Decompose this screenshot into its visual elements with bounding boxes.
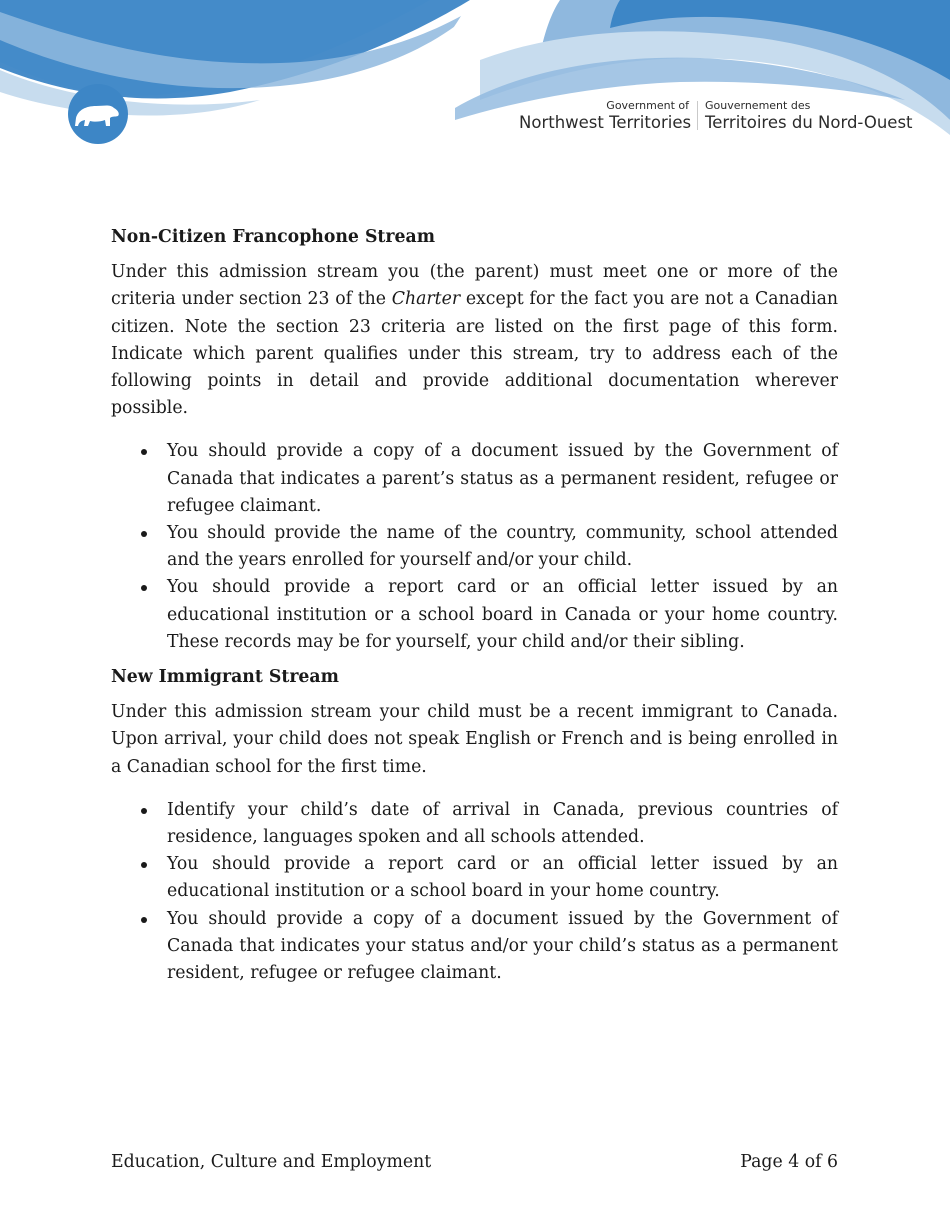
list-item-text: You should provide a report card or an official letter issued by an educational institution or a school board in Canada or your home country. These records may be for yourself, your child and/or their sibling. xyxy=(167,577,838,652)
gov-fr-large-label: Territoires du Nord-Ouest xyxy=(705,113,913,132)
list-item xyxy=(111,797,838,851)
bullet-icon xyxy=(141,917,147,923)
gov-fr-small-label: Gouvernement des xyxy=(705,99,811,112)
bullet-icon xyxy=(141,585,147,591)
paragraph-text-part: except for the fact you are not a Canadian citizen. Note the section 23 criteria are listed on the first page of this form. Indicate which parent qualifies under this stream, try to address each of the following points in detail and provide additional documentation wherever possible. xyxy=(111,289,838,419)
gov-en-small-label: Government of xyxy=(606,99,689,112)
list-item-text: You should provide a report card or an official letter issued by an educational institution or a school board in your home country. xyxy=(167,854,838,902)
section-heading-new-immigrant: New Immigrant Stream xyxy=(111,667,339,688)
list-item xyxy=(111,438,838,520)
gov-name-french xyxy=(705,100,925,132)
bullet-icon xyxy=(141,449,147,455)
polar-bear-logo xyxy=(68,84,128,144)
bullet-list-non-citizen xyxy=(111,438,838,656)
charter-italic-text: Charter xyxy=(391,289,461,310)
list-item-text: You should provide the name of the country, community, school attended and the years enrolled for yourself and/or your child. xyxy=(167,523,838,571)
gov-name-english xyxy=(519,99,692,132)
section-paragraph-non-citizen xyxy=(111,259,838,422)
footer-department: Education, Culture and Employment xyxy=(111,1152,432,1172)
list-item xyxy=(111,574,838,656)
list-item xyxy=(111,906,838,988)
section-heading-non-citizen: Non-Citizen Francophone Stream xyxy=(111,227,435,247)
bullet-list-new-immigrant xyxy=(111,797,838,987)
list-item xyxy=(111,851,838,905)
list-item-text: You should provide a copy of a document issued by the Government of Canada that indicates a parent’s status as a permanent resident, refugee or refugee claimant. xyxy=(167,441,838,516)
bullet-icon xyxy=(141,862,147,868)
list-item-text: You should provide a copy of a document issued by the Government of Canada that indicates your status and/or your child’s status as a permanent resident, refugee or refugee claimant. xyxy=(167,908,838,984)
list-item-text: Identify your child’s date of arrival in Canada, previous countries of residence, languages spoken and all schools attended. xyxy=(167,799,838,848)
bullet-icon xyxy=(141,808,147,814)
bullet-icon xyxy=(141,531,147,537)
gov-en-large-label: Northwest Territories xyxy=(519,113,692,132)
page-number: Page 4 of 6 xyxy=(740,1152,838,1172)
gov-name-divider xyxy=(697,101,698,130)
section-paragraph-new-immigrant: Under this admission stream your child must be a recent immigrant to Canada. Upon arrival, your child does not speak English or French and is being enrolled in a Canadian school for the first time. xyxy=(111,702,838,777)
document-body xyxy=(111,224,838,995)
paragraph-text-part: Under this admission stream you (the parent) must meet one or more of the criteria under section 23 of the xyxy=(111,262,838,310)
list-item xyxy=(111,520,838,574)
page-footer xyxy=(111,1150,838,1174)
